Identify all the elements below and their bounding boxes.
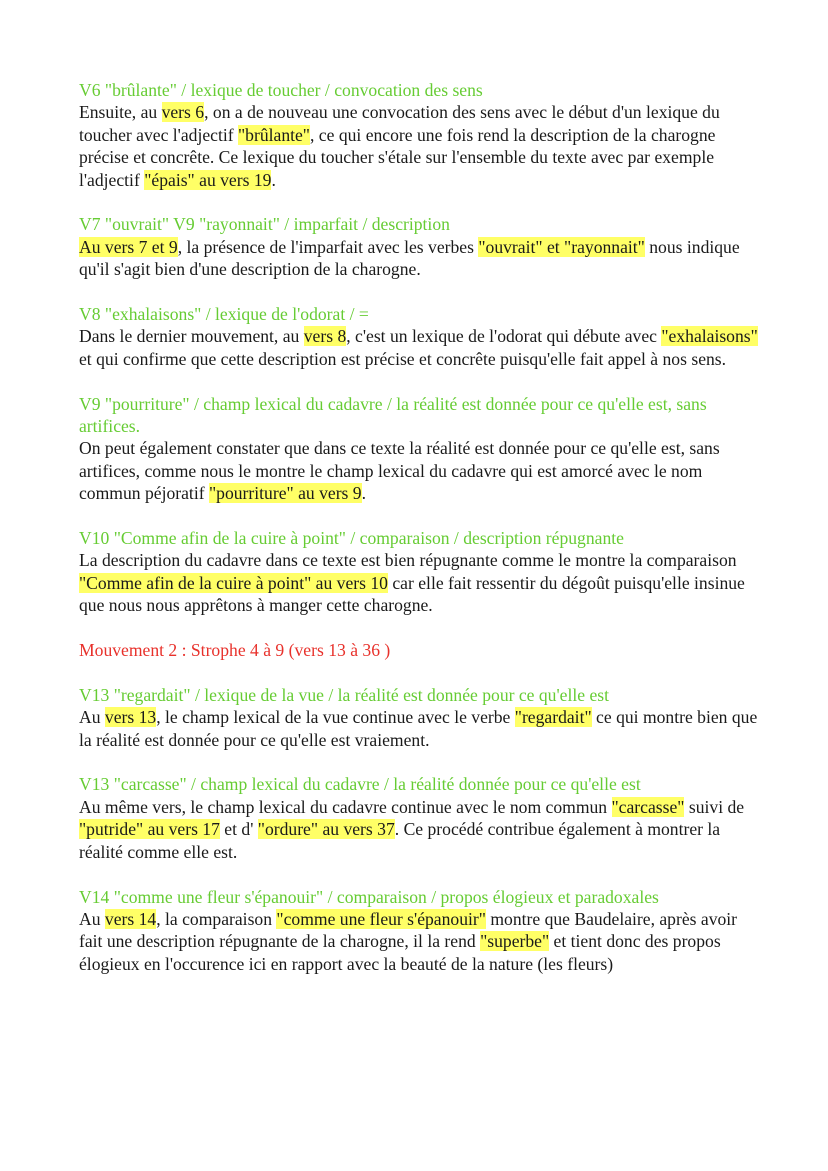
text-run: , ce qui encore une fois rend la description de la charogne précise et concrête. Ce lexique du toucher s'étale sur l'ensemble du texte avec par exemple l'adjectif	[79, 124, 716, 190]
note-paragraph	[79, 796, 759, 863]
highlighted-quote: "pourriture" au vers 9	[208, 483, 362, 504]
highlighted-quote: "brûlante"	[237, 124, 310, 145]
note-block	[79, 303, 759, 370]
note-heading: V13 "carcasse" / champ lexical du cadavre / la réalité donnée pour ce qu'elle est	[79, 774, 641, 795]
text-run: car elle fait ressentir du dégoût puisqu'elle insinue que nous nous apprêtons à manger cette charogne.	[79, 572, 745, 616]
note-block	[79, 527, 759, 617]
text-run: , la présence de l'imparfait avec les verbes	[177, 236, 479, 257]
text-run: On peut également constater que dans ce texte la réalité est donnée pour ce qu'elle est, sans artifices, comme nous le montre le champ lexical du cadavre qui est amorcé avec le nom commun péjoratif	[79, 438, 720, 504]
text-run: Au	[79, 707, 105, 728]
text-run: , c'est un lexique de l'odorat qui débute avec	[346, 326, 662, 347]
highlighted-quote: "épais" au vers 19	[144, 169, 272, 190]
highlighted-quote: Au vers 7 et 9	[79, 236, 178, 257]
text-run: , la comparaison	[156, 908, 277, 929]
note-block	[79, 886, 759, 976]
text-run: . Ce procédé contribue également à montrer la réalité comme elle est.	[79, 819, 721, 862]
note-block	[79, 684, 759, 751]
highlighted-quote: "ordure" au vers 37	[257, 819, 395, 840]
highlighted-quote: vers 13	[104, 707, 157, 728]
note-block	[79, 213, 759, 280]
text-run: et qui confirme que cette description est précise et concrête puisqu'elle fait appel à nos sens.	[79, 348, 727, 369]
note-heading: V13 "regardait" / lexique de la vue / la réalité est donnée pour ce qu'elle est	[79, 684, 609, 705]
document-body	[79, 79, 759, 998]
note-heading: V6 "brûlante" / lexique de toucher / convocation des sens	[79, 80, 483, 100]
highlighted-quote: vers 8	[303, 326, 347, 347]
note-block	[79, 393, 759, 505]
note-paragraph	[79, 236, 759, 281]
note-paragraph	[79, 549, 759, 616]
highlighted-quote: "exhalaisons"	[661, 326, 758, 347]
note-paragraph	[79, 101, 759, 191]
text-run: .	[361, 483, 366, 504]
text-run: , le champ lexical de la vue continue avec le verbe	[156, 707, 515, 728]
highlighted-quote: "putride" au vers 17	[79, 819, 220, 840]
text-run: et tient donc des propos élogieux en l'occurence ici en rapport avec la beauté de la nature (les fleurs)	[79, 931, 721, 974]
note-heading: V9 "pourriture" / champ lexical du cadavre / la réalité est donnée pour ce qu'elle est, sans artifices.	[79, 393, 707, 437]
section-heading: Mouvement 2 : Strophe 4 à 9 (vers 13 à 36 )	[79, 640, 391, 661]
note-paragraph	[79, 908, 759, 975]
note-block	[79, 79, 759, 191]
text-run: Au même vers, le champ lexical du cadavre continue avec le nom commun	[79, 796, 612, 817]
highlighted-quote: "regardait"	[514, 707, 592, 728]
highlighted-quote: "superbe"	[480, 931, 550, 952]
note-heading: V10 "Comme afin de la cuire à point" / comparaison / description répugnante	[79, 528, 624, 549]
note-block	[79, 639, 759, 661]
text-run: suivi de	[684, 796, 745, 817]
highlighted-quote: vers 14	[104, 908, 157, 929]
highlighted-quote: "ouvrait" et "rayonnait"	[478, 236, 645, 257]
text-run: et d'	[219, 819, 258, 840]
text-run: Dans le dernier mouvement, au	[79, 326, 304, 347]
text-run: Ensuite, au	[79, 102, 162, 123]
highlighted-quote: "carcasse"	[611, 796, 685, 817]
text-run: montre que Baudelaire, après avoir fait une description répugnante de la charogne, il la rend	[79, 908, 738, 952]
highlighted-quote: vers 6	[161, 102, 205, 123]
note-heading: V7 "ouvrait" V9 "rayonnait" / imparfait / description	[79, 214, 450, 235]
note-paragraph	[79, 706, 759, 751]
text-run: La description du cadavre dans ce texte est bien répugnante comme le montre la comparaison	[79, 550, 737, 571]
text-run: , on a de nouveau une convocation des sens avec le début d'un lexique du toucher avec l'adjectif	[79, 102, 720, 145]
note-heading: V8 "exhalaisons" / lexique de l'odorat / =	[79, 304, 369, 325]
text-run: .	[271, 169, 276, 190]
text-run: ce qui montre bien que la réalité est donnée pour ce qu'elle est vraiement.	[79, 707, 758, 750]
note-heading: V14 "comme une fleur s'épanouir" / comparaison / propos élogieux et paradoxales	[79, 886, 659, 907]
highlighted-quote: "Comme afin de la cuire à point" au vers 10	[79, 572, 388, 593]
text-run: nous indique qu'il s'agit bien d'une description de la charogne.	[79, 236, 740, 280]
note-paragraph	[79, 437, 759, 504]
note-block	[79, 773, 759, 863]
text-run: Au	[79, 908, 105, 929]
highlighted-quote: "comme une fleur s'épanouir"	[276, 908, 486, 929]
note-paragraph	[79, 325, 759, 370]
